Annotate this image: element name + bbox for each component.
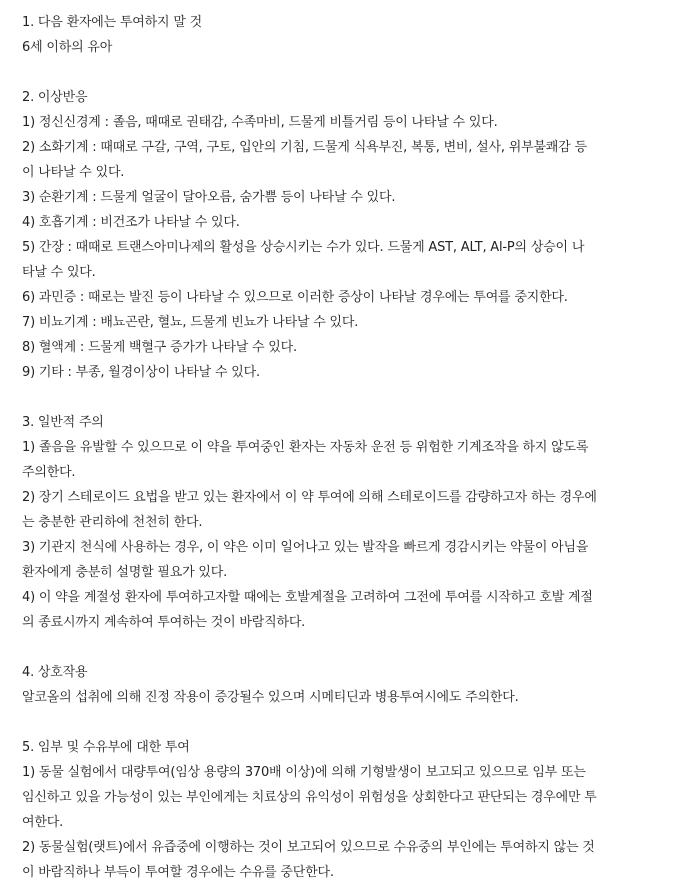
text-line: 3. 일반적 주의 [22, 415, 104, 430]
text-line: 2) 장기 스테로이드 요법을 받고 있는 환자에서 이 약 투여에 의해 스테로이드를 감량하고자 하는 경우에 [22, 490, 597, 505]
text-line: 4) 호흡기계 : 비건조가 나타날 수 있다. [22, 215, 240, 230]
blank-line [22, 714, 687, 732]
text-line: 4) 이 약을 계절성 환자에 투여하고자할 때에는 호발계절을 고려하여 그전에 투여를 시작하고 호발 계절 [22, 590, 593, 605]
text-line: 6세 이하의 유아 [22, 40, 113, 55]
text-line: 7) 비뇨기계 : 배뇨곤란, 혈뇨, 드물게 빈뇨가 나타날 수 있다. [22, 315, 359, 330]
text-line: 1) 동물 실험에서 대량투여(임상 용량의 370배 이상)에 의해 기형발생이 보고되고 있으므로 임부 또는 [22, 765, 586, 780]
text-line: 2. 이상반응 [22, 90, 88, 105]
text-line: 는 충분한 관리하에 천천히 한다. [22, 515, 203, 530]
text-line: 타날 수 있다. [22, 265, 96, 280]
text-line: 8) 혈액계 : 드물게 백혈구 증가가 나타날 수 있다. [22, 340, 297, 355]
blank-line [22, 639, 687, 657]
text-line: 2) 동물실험(랫트)에서 유즙중에 이행하는 것이 보고되어 있으므로 수유중의 부인에는 투여하지 않는 것 [22, 840, 595, 855]
text-line: 4. 상호작용 [22, 665, 88, 680]
text-line: 의 종료시까지 계속하여 투여하는 것이 바람직하다. [22, 615, 306, 630]
text-line: 이 바람직하나 부득이 투여할 경우에는 수유를 중단한다. [22, 865, 334, 880]
text-line: 5) 간장 : 때때로 트랜스아미나제의 활성을 상승시키는 수가 있다. 드물게 AST, ALT, Al-P의 상승이 나 [22, 240, 585, 255]
text-line: 이 나타날 수 있다. [22, 165, 125, 180]
text-line: 1) 졸음을 유발할 수 있으므로 이 약을 투여중인 환자는 자동차 운전 등 위험한 기계조작을 하지 않도록 [22, 440, 589, 455]
text-line: 3) 기관지 천식에 사용하는 경우, 이 약은 이미 일어나고 있는 발작을 빠르게 경감시키는 약물이 아님을 [22, 540, 589, 555]
text-line: 3) 순환기계 : 드물게 얼굴이 달아오름, 숨가쁨 등이 나타날 수 있다. [22, 190, 396, 205]
text-line: 1) 정신신경계 : 졸음, 때때로 권태감, 수족마비, 드물게 비틀거림 등이 나타날 수 있다. [22, 115, 498, 130]
text-line: 알코올의 섭취에 의해 진정 작용이 증강될수 있으며 시메티딘과 병용투여시에도 주의한다. [22, 690, 519, 705]
text-line: 5. 임부 및 수유부에 대한 투여 [22, 740, 190, 755]
text-line: 환자에게 충분히 설명할 필요가 있다. [22, 565, 228, 580]
text-line: 임신하고 있을 가능성이 있는 부인에게는 치료상의 유익성이 위험성을 상회한다고 판단되는 경우에만 투 [22, 790, 597, 805]
text-line: 1. 다음 환자에는 투여하지 말 것 [22, 15, 202, 30]
blank-line [22, 64, 687, 82]
text-line: 9) 기타 : 부종, 월경이상이 나타날 수 있다. [22, 365, 260, 380]
text-line: 여한다. [22, 815, 64, 830]
text-line: 주의한다. [22, 465, 76, 480]
blank-line [22, 389, 687, 407]
text-line: 2) 소화기계 : 때때로 구갈, 구역, 구토, 입안의 기침, 드물게 식욕부진, 복통, 변비, 설사, 위부불쾌감 등 [22, 140, 587, 155]
text-line: 6) 과민증 : 때로는 발진 등이 나타날 수 있으므로 이러한 증상이 나타날 경우에는 투여를 중지한다. [22, 290, 568, 305]
